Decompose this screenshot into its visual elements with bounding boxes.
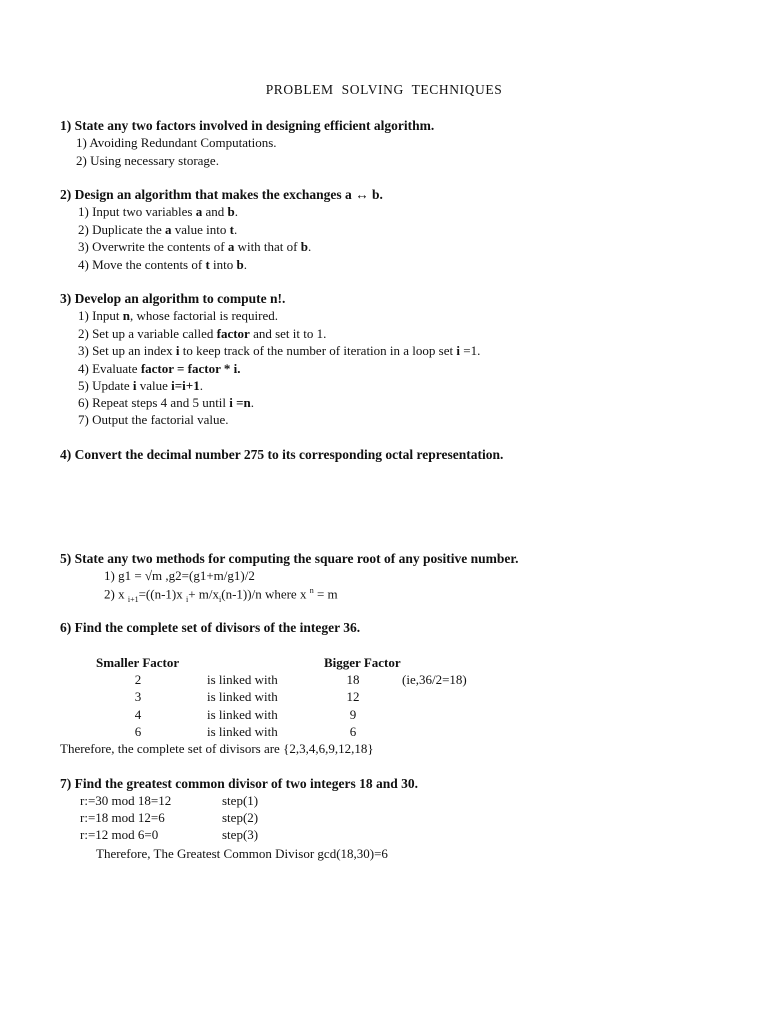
q3-step-5: 5) Update i value i=i+1.	[78, 378, 203, 393]
q3-step-6: 6) Repeat steps 4 and 5 until i =n.	[78, 395, 255, 410]
q5-method-2: 2) x $_{i+1}$=((n-1)x $_i+ m/x_i(n-1))/n$ where x $^n$ = m	[104, 586, 338, 604]
gcd-step-expression: r:=18 mod 12=6	[80, 810, 165, 825]
q3-step-4: 4) Evaluate factor = factor * i.	[78, 361, 241, 376]
smaller-factor-cell: 6	[134, 724, 142, 739]
smaller-factor-cell: 3	[134, 689, 142, 704]
q3-step-3: 3) Set up an index i to keep track of the number of iteration in a loop set i =1.	[78, 343, 481, 358]
gcd-step-label: step(2)	[222, 810, 259, 825]
q2-step-3: 3) Overwrite the contents of a with that of b.	[78, 239, 312, 254]
page-title: PROBLEM SOLVING TECHNIQUES	[265, 82, 503, 97]
bigger-factor-cell: 12	[346, 689, 360, 704]
question-2: 2) Design an algorithm that makes the exchanges a ↔ b.	[60, 187, 383, 202]
q3-step-2: 2) Set up a variable called factor and set it to 1.	[78, 326, 327, 341]
q2-step-4: 4) Move the contents of t into b.	[78, 257, 248, 272]
q3-step-1: 1) Input n, whose factorial is required.	[78, 308, 279, 323]
gcd-step-expression: r:=12 mod 6=0	[80, 827, 159, 842]
q2-step-1: 1) Input two variables a and b.	[78, 204, 238, 219]
question-4: 4) Convert the decimal number 275 to its corresponding octal representation.	[60, 447, 504, 462]
bigger-factor-cell: 9	[349, 707, 357, 722]
question-5: 5) State any two methods for computing the square root of any positive number.	[60, 551, 519, 566]
smaller-factor-cell: 4	[134, 707, 142, 722]
header-bigger-factor: Bigger Factor	[324, 655, 401, 670]
q5-method-1: 1) g1 = √m ,g2=(g1+m/g1)/2	[104, 568, 255, 583]
question-1: 1) State any two factors involved in designing efficient algorithm.	[60, 118, 435, 133]
link-text-cell: is linked with	[207, 724, 278, 739]
q1-answer-1: 1) Avoiding Redundant Computations.	[76, 135, 277, 150]
q7-conclusion: Therefore, The Greatest Common Divisor gcd(18,30)=6	[96, 846, 388, 861]
q3-step-7: 7) Output the factorial value.	[78, 412, 229, 427]
bigger-factor-cell: 6	[349, 724, 357, 739]
header-smaller-factor: Smaller Factor	[96, 655, 180, 670]
link-text-cell: is linked with	[207, 707, 278, 722]
question-7: 7) Find the greatest common divisor of two integers 18 and 30.	[60, 776, 418, 791]
q1-answer-2: 2) Using necessary storage.	[76, 153, 219, 168]
q2-step-2: 2) Duplicate the a value into t.	[78, 222, 238, 237]
note-cell: (ie,36/2=18)	[402, 672, 467, 687]
question-3: 3) Develop an algorithm to compute n!.	[60, 291, 286, 306]
gcd-step-expression: r:=30 mod 18=12	[80, 793, 172, 808]
link-text-cell: is linked with	[207, 672, 278, 687]
q6-conclusion: Therefore, the complete set of divisors are {2,3,4,6,9,12,18}	[60, 741, 374, 756]
smaller-factor-cell: 2	[134, 672, 142, 687]
bigger-factor-cell: 18	[346, 672, 360, 687]
question-6: 6) Find the complete set of divisors of the integer 36.	[60, 620, 361, 635]
gcd-step-label: step(1)	[222, 793, 259, 808]
link-text-cell: is linked with	[207, 689, 278, 704]
gcd-step-label: step(3)	[222, 827, 259, 842]
